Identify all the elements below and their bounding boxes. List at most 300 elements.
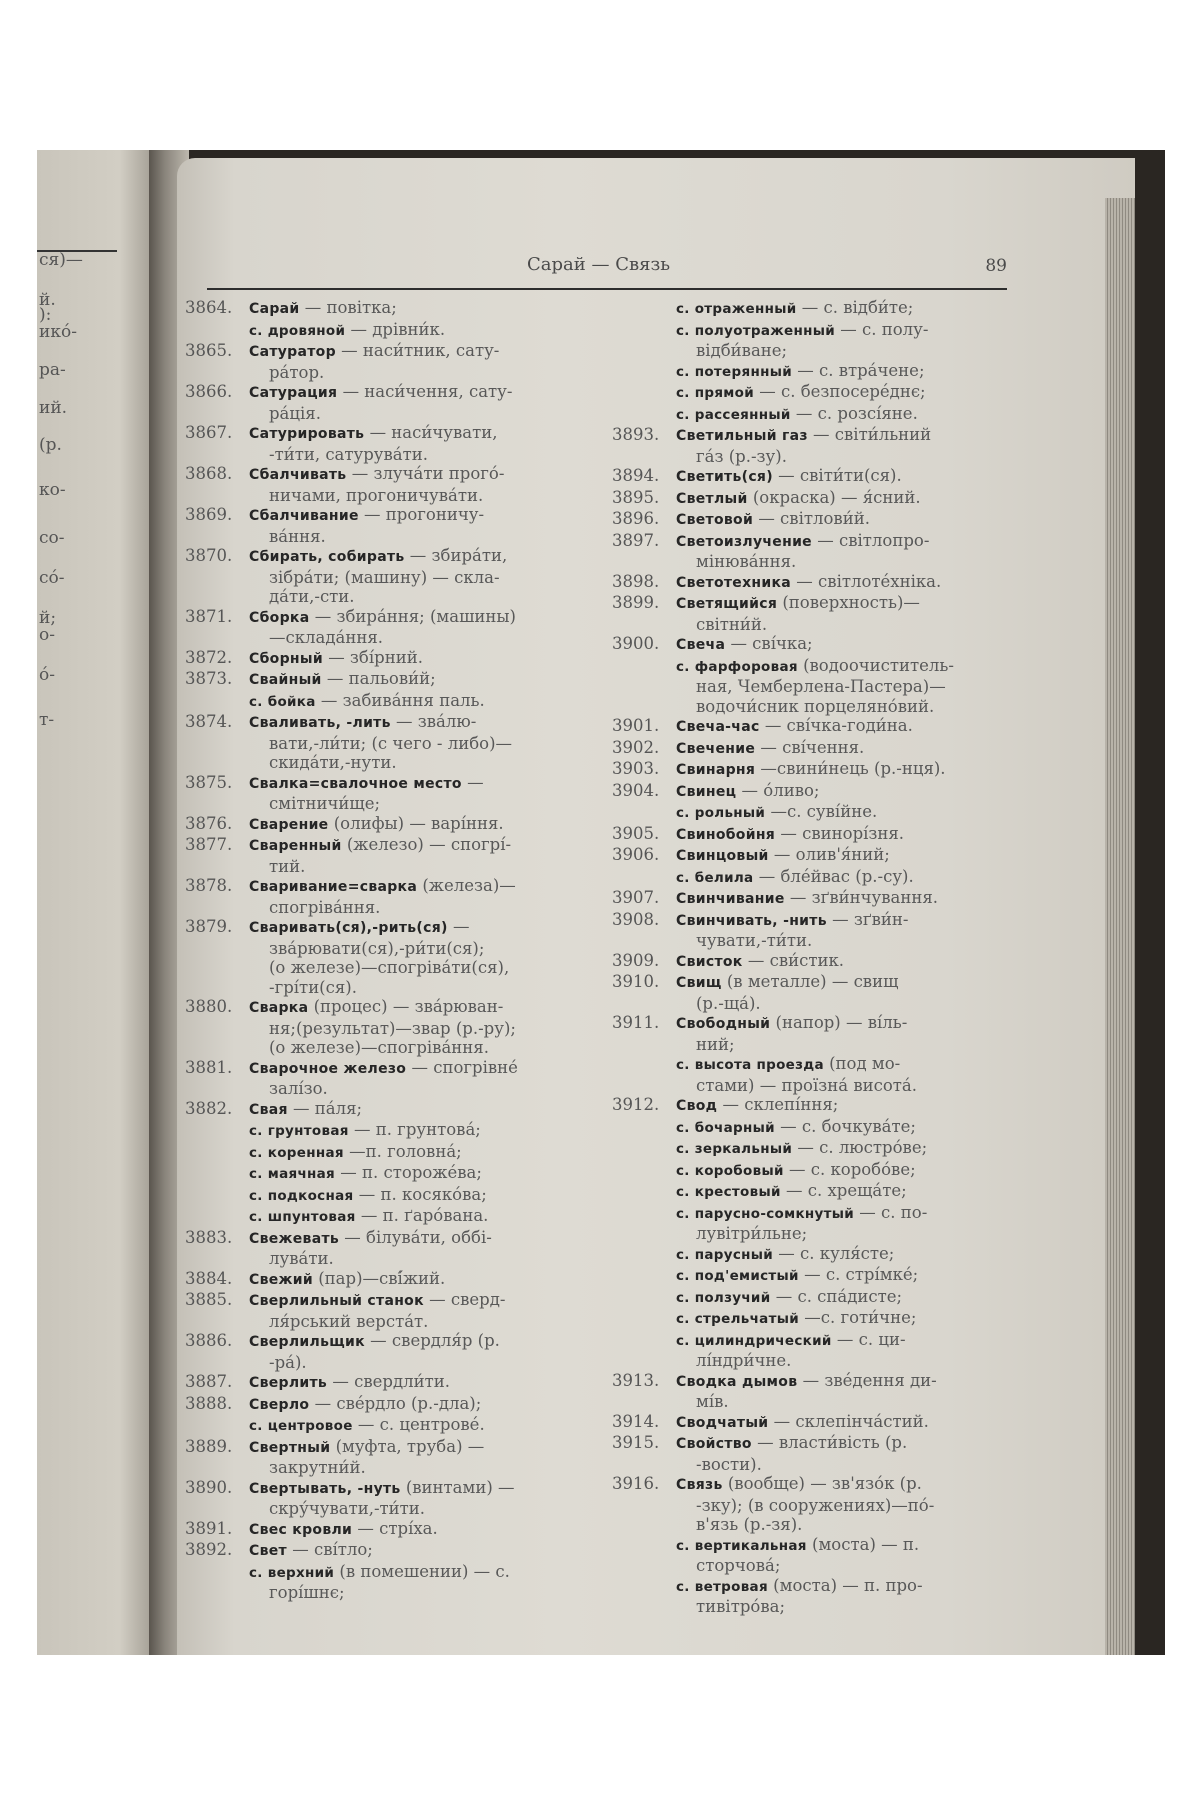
entry-continuation xyxy=(185,486,585,506)
translation: лува́ти. xyxy=(269,1249,334,1268)
entry-number: 3879. xyxy=(185,917,233,936)
translation: (р.-ща́). xyxy=(696,993,761,1013)
translation: (процес) — зва́рюван- xyxy=(313,997,504,1016)
headword: с. цилиндрический xyxy=(676,1332,832,1349)
sub-entry xyxy=(612,1181,1012,1203)
entry-continuation xyxy=(185,404,585,424)
sub-entry xyxy=(612,1203,1012,1225)
translation: — зґви́н- xyxy=(832,909,909,929)
translation: (олифы) — варі́ння. xyxy=(333,813,504,833)
translation: — забива́ння паль. xyxy=(320,690,485,710)
headword: Сбалчивание xyxy=(249,508,359,524)
translation: — с. ци- xyxy=(836,1329,906,1349)
translation: — збі́рний. xyxy=(328,647,423,667)
headword: Свертный xyxy=(249,1439,331,1456)
translation: — с. безпосерéднє; xyxy=(759,382,926,401)
translation: в'язь (р.-зя). xyxy=(696,1515,803,1534)
dictionary-entry xyxy=(185,546,585,568)
left-column xyxy=(185,298,585,1603)
translation: — xyxy=(467,772,484,792)
headword: Свечение xyxy=(676,740,756,757)
entry-continuation xyxy=(612,1455,1012,1475)
entry-number: 3887. xyxy=(185,1372,233,1391)
page-header xyxy=(207,254,1007,282)
dictionary-entry xyxy=(185,1331,585,1353)
translation: — сві́чення. xyxy=(760,737,865,757)
dictionary-entry xyxy=(612,572,1012,594)
headword: Свободный xyxy=(676,1016,771,1032)
headword: Светоизлучение xyxy=(676,533,812,550)
headword: с. отраженный xyxy=(676,301,797,317)
sub-entry xyxy=(185,1206,585,1228)
headword: Сверлильщик xyxy=(249,1334,365,1350)
entry-number: 3916. xyxy=(612,1474,660,1493)
headword: Свинец xyxy=(676,783,737,800)
entry-continuation xyxy=(185,734,585,754)
entry-number: 3864. xyxy=(185,298,233,317)
entry-number: 3865. xyxy=(185,341,233,360)
translation: — свинорі́зня. xyxy=(780,823,905,843)
entry-continuation xyxy=(612,615,1012,635)
translation: — світи́ти(ся). xyxy=(778,466,902,485)
entry-number: 3909. xyxy=(612,950,660,970)
headword: Свинарня xyxy=(676,762,756,778)
headword: Свинобойня xyxy=(676,826,776,843)
sub-entry xyxy=(612,361,1012,383)
translation: — зва́лю- xyxy=(396,712,477,731)
sub-entry xyxy=(185,1163,585,1185)
headword: Сваренный xyxy=(249,838,342,854)
previous-page-fragment: ко- xyxy=(39,480,66,500)
dictionary-entry xyxy=(185,1269,585,1291)
headword: Сатурация xyxy=(249,385,338,401)
translation: — с. люстро́ве; xyxy=(797,1138,928,1157)
translation: — стрі́ха. xyxy=(357,1518,438,1538)
dictionary-entry xyxy=(612,888,1012,910)
entry-number: 3912. xyxy=(612,1095,660,1114)
translation: — світлови́й. xyxy=(758,509,870,528)
translation: ничами, прогоничува́ти. xyxy=(269,485,484,505)
previous-page-fragment: й. xyxy=(39,290,56,310)
translation: лі́ндри́чне. xyxy=(696,1351,792,1370)
translation: — зґви́нчування. xyxy=(789,888,939,907)
headword: с. подкосная xyxy=(249,1187,354,1204)
previous-page-fragment: т- xyxy=(39,710,55,730)
translation: да́ти,-сти. xyxy=(269,587,355,606)
headword: Сваривание=сварка xyxy=(249,879,418,895)
translation: — с. спа́дисте; xyxy=(775,1286,903,1306)
translation: (железа)— xyxy=(422,876,516,895)
translation: мі́в. xyxy=(696,1392,729,1411)
sub-entry xyxy=(612,1244,1012,1266)
dictionary-page xyxy=(177,158,1135,1655)
translation: мінюва́ння. xyxy=(696,552,797,571)
headword: с. белила xyxy=(676,869,754,886)
translation: — збира́ти, xyxy=(409,546,508,565)
translation: -ра́). xyxy=(269,1352,307,1372)
headword: с. рассеянный xyxy=(676,406,791,423)
sub-entry xyxy=(612,320,1012,342)
translation: (моста) — п. про- xyxy=(773,1575,923,1595)
dictionary-entry xyxy=(612,759,1012,781)
translation: скру́чувати,-ти́ти. xyxy=(269,1499,426,1518)
entry-continuation xyxy=(185,978,585,998)
dictionary-entry xyxy=(185,1437,585,1459)
translation: — свéрдло (р.-дла); xyxy=(314,1393,482,1413)
translation: (муфта, труба) — xyxy=(335,1436,485,1456)
entry-number: 3906. xyxy=(612,845,660,864)
dictionary-entry xyxy=(185,835,585,857)
page-number: 89 xyxy=(985,256,1007,276)
dictionary-entry xyxy=(612,781,1012,803)
entry-continuation xyxy=(185,1312,585,1332)
headword: Сварочное железо xyxy=(249,1060,407,1077)
dictionary-entry xyxy=(185,669,585,691)
headword: Сваливать, -лить xyxy=(249,715,391,731)
headword: с. верхний xyxy=(249,1564,335,1581)
headword: с. дровяной xyxy=(249,322,346,339)
translation: — повітка; xyxy=(304,298,397,317)
dictionary-entry xyxy=(185,1228,585,1250)
entry-continuation xyxy=(185,587,585,607)
dictionary-entry xyxy=(185,712,585,734)
entry-number: 3875. xyxy=(185,772,233,792)
sub-entry xyxy=(612,1160,1012,1182)
translation: горі́шнє; xyxy=(269,1583,345,1602)
dictionary-entry xyxy=(185,1394,585,1416)
headword: Свеча-час xyxy=(676,719,760,735)
previous-page-fragment: икó- xyxy=(39,322,77,342)
dictionary-entry xyxy=(612,910,1012,932)
headword: с. маячная xyxy=(249,1166,336,1182)
entry-number: 3903. xyxy=(612,759,660,778)
headword: с. высота проезда xyxy=(676,1057,824,1073)
entry-continuation xyxy=(612,552,1012,572)
dictionary-entry xyxy=(612,1013,1012,1035)
dictionary-entry xyxy=(185,876,585,898)
translation: — наси́чення, сату- xyxy=(342,382,513,401)
translation: — с. по- xyxy=(859,1202,928,1222)
translation: -ти́ти, сатурува́ти. xyxy=(269,444,428,464)
translation: — наси́тник, сату- xyxy=(341,341,500,360)
translation: зва́рювати(ся),-ри́ти(ся); xyxy=(269,938,485,958)
entry-continuation xyxy=(185,1249,585,1269)
sub-entry xyxy=(612,404,1012,426)
dictionary-entry xyxy=(185,464,585,486)
translation: — олив'я́ний; xyxy=(773,845,890,864)
translation: вати,-ли́ти; (с чего - либо)— xyxy=(269,733,513,753)
translation: — с. полу- xyxy=(840,319,929,339)
entry-number: 3872. xyxy=(185,647,233,667)
headword: Свинчивание xyxy=(676,891,785,907)
dictionary-entry xyxy=(185,1058,585,1080)
entry-continuation xyxy=(185,628,585,648)
previous-page-fragment: có- xyxy=(39,568,65,588)
headword: Свеча xyxy=(676,637,726,653)
entry-number: 3902. xyxy=(612,737,660,757)
sub-entry xyxy=(612,382,1012,404)
dictionary-entry xyxy=(185,1372,585,1394)
translation: (напор) — ві́ль- xyxy=(775,1013,908,1032)
dictionary-entry xyxy=(185,773,585,795)
translation: — с. стрі́мке́; xyxy=(804,1265,919,1284)
dictionary-entry xyxy=(185,423,585,445)
entry-continuation xyxy=(612,697,1012,717)
dictionary-entry xyxy=(185,1540,585,1562)
headword: Свежевать xyxy=(249,1230,340,1247)
translation: (водоочиститель- xyxy=(803,655,954,675)
entry-number: 3882. xyxy=(185,1098,233,1118)
dictionary-entry xyxy=(612,738,1012,760)
translation: залі́зо. xyxy=(269,1079,328,1098)
entry-continuation xyxy=(612,1351,1012,1371)
dictionary-entry xyxy=(612,593,1012,615)
headword: Сборка xyxy=(249,609,310,626)
entry-continuation xyxy=(185,363,585,383)
entry-number: 3890. xyxy=(185,1477,233,1497)
translation: — па́ля; xyxy=(293,1098,363,1118)
headword: Сбирать, собирать xyxy=(249,549,405,565)
headword: Сваривать(ся),-рить(ся) xyxy=(249,920,448,936)
translation: — сверд- xyxy=(429,1290,506,1309)
dictionary-entry xyxy=(612,1371,1012,1393)
headword: Сварение xyxy=(249,816,329,833)
translation: (винтами) — xyxy=(405,1477,515,1497)
translation: — п. косякóва; xyxy=(358,1184,487,1204)
headword: с. полуотраженный xyxy=(676,322,836,339)
translation: — пальови́й; xyxy=(326,669,436,688)
entry-number: 3884. xyxy=(185,1268,233,1288)
previous-page-fragment: (р. xyxy=(39,435,62,455)
translation: спогріва́ння. xyxy=(269,897,381,917)
headword: Сводчатый xyxy=(676,1414,769,1431)
headword: с. центровое xyxy=(249,1418,353,1434)
translation: (моста) — п. xyxy=(812,1534,920,1554)
entry-number: 3866. xyxy=(185,382,233,401)
entry-number: 3878. xyxy=(185,876,233,895)
entry-continuation xyxy=(612,1076,1012,1096)
headword: Свая xyxy=(249,1101,288,1118)
translation: —свини́нець (р.-нця). xyxy=(760,759,946,778)
translation: — п. ґарóвана. xyxy=(360,1206,489,1225)
entry-number: 3899. xyxy=(612,593,660,612)
page-stack-edge xyxy=(1105,198,1135,1655)
translation: стами) — проїзна́ висота́. xyxy=(696,1075,917,1095)
headword: с. зеркальный xyxy=(676,1141,793,1157)
entry-continuation xyxy=(612,994,1012,1014)
headword: Свет xyxy=(249,1543,287,1559)
dictionary-entry xyxy=(185,1099,585,1121)
dictionary-entry xyxy=(612,509,1012,531)
headword: Сборный xyxy=(249,650,323,667)
headword: с. рольный xyxy=(676,805,766,821)
dictionary-entry xyxy=(185,917,585,939)
entry-continuation xyxy=(185,568,585,588)
headword: с. потерянный xyxy=(676,363,792,380)
headword: Свинцовый xyxy=(676,848,769,864)
entry-continuation xyxy=(185,445,585,465)
previous-page-fragment: ра- xyxy=(39,360,66,380)
dictionary-entry xyxy=(185,382,585,404)
translation: закрутни́й. xyxy=(269,1458,366,1477)
headword: Свисток xyxy=(676,953,743,970)
entry-number: 3907. xyxy=(612,888,660,907)
translation: — с. куля́сте; xyxy=(778,1243,895,1263)
dictionary-entry xyxy=(612,466,1012,488)
headword: Светлый xyxy=(676,490,748,507)
translation: (в помешении) — с. xyxy=(339,1561,510,1581)
translation: — склепінча́стий. xyxy=(773,1411,929,1431)
translation: — xyxy=(452,917,470,936)
dictionary-entry xyxy=(612,972,1012,994)
header-rule xyxy=(207,288,1007,290)
previous-page-fragment: о- xyxy=(39,625,55,645)
entry-number: 3901. xyxy=(612,716,660,735)
headword: с. коробовый xyxy=(676,1162,784,1179)
entry-continuation xyxy=(612,1515,1012,1535)
dictionary-entry xyxy=(185,607,585,629)
translation: га́з (р.-зу). xyxy=(696,446,787,466)
headword: с. фарфоровая xyxy=(676,658,798,675)
headword: Светотехника xyxy=(676,574,792,591)
translation: — власти́вість (р. xyxy=(757,1433,908,1452)
headword: Сводка дымов xyxy=(676,1373,798,1390)
entry-number: 3898. xyxy=(612,571,660,591)
entry-continuation xyxy=(185,753,585,773)
dictionary-entry xyxy=(185,505,585,527)
translation: зібра́ти; (машину) — скла- xyxy=(269,567,500,587)
headword: Сарай xyxy=(249,301,300,317)
translation: — с. коробо́ве; xyxy=(788,1159,916,1179)
sub-entry xyxy=(612,1054,1012,1076)
entry-continuation xyxy=(612,1392,1012,1412)
sub-entry xyxy=(185,1142,585,1164)
headword: с. стрельчатый xyxy=(676,1311,799,1327)
entry-number: 3881. xyxy=(185,1057,233,1077)
translation: ля́рський верста́т. xyxy=(269,1311,429,1331)
translation: — с. бочкува́те; xyxy=(780,1116,916,1136)
dictionary-entry xyxy=(185,648,585,670)
headword: с. грунтовая xyxy=(249,1123,349,1139)
headword: с. прямой xyxy=(676,385,754,401)
translation: —п. головна́; xyxy=(349,1141,462,1161)
sub-entry xyxy=(612,1138,1012,1160)
entry-continuation xyxy=(185,1038,585,1058)
translation: — сві́чка; xyxy=(730,634,813,653)
entry-continuation xyxy=(185,1353,585,1373)
previous-page-fragment: ó- xyxy=(39,665,55,685)
translation: — свердля́р (р. xyxy=(370,1331,500,1350)
translation: (о железе)—спогріва́ти(ся), xyxy=(269,958,510,977)
headword: Сатурировать xyxy=(249,426,365,442)
translation: —склада́ння. xyxy=(269,628,384,647)
translation: — свердли́ти. xyxy=(332,1372,450,1391)
headword: с. коренная xyxy=(249,1144,344,1161)
headword: с. парусно-сомкнутый xyxy=(676,1205,855,1222)
translation: — склепі́ння; xyxy=(722,1095,839,1114)
previous-page-edge xyxy=(37,150,155,1655)
headword: Сварка xyxy=(249,1000,309,1016)
translation: (о железе)—спогріва́ння. xyxy=(269,1038,489,1057)
translation: — наси́чувати, xyxy=(369,423,498,442)
headword: Светить(ся) xyxy=(676,469,773,485)
entry-number: 3908. xyxy=(612,909,660,929)
translation: (железо) — спогрі́- xyxy=(346,835,512,854)
translation: — сви́стик. xyxy=(747,950,845,970)
translation: (под мо- xyxy=(829,1054,901,1073)
translation: скида́ти,-нути. xyxy=(269,753,397,772)
dictionary-entry xyxy=(612,716,1012,738)
entry-number: 3914. xyxy=(612,1411,660,1431)
sub-entry xyxy=(612,867,1012,889)
sub-entry xyxy=(612,1308,1012,1330)
dictionary-entry xyxy=(612,634,1012,656)
translation: ня;(результат)—звар (р.-ру); xyxy=(269,1018,516,1038)
entry-continuation xyxy=(185,958,585,978)
translation: —с. готи́чне; xyxy=(804,1308,917,1327)
dictionary-entry xyxy=(612,425,1012,447)
entry-number: 3892. xyxy=(185,1540,233,1559)
entry-number: 3913. xyxy=(612,1370,660,1390)
entry-number: 3877. xyxy=(185,835,233,854)
sub-entry xyxy=(612,298,1012,320)
headword: с. вертикальная xyxy=(676,1537,807,1554)
sub-entry xyxy=(612,1330,1012,1352)
dictionary-entry xyxy=(612,824,1012,846)
entry-number: 3911. xyxy=(612,1013,660,1032)
entry-continuation xyxy=(612,1556,1012,1576)
previous-page-fragment: ): xyxy=(39,305,52,325)
dictionary-entry xyxy=(612,1474,1012,1496)
headword: с. бочарный xyxy=(676,1119,775,1136)
translation: — світлотéхніка. xyxy=(796,571,942,591)
running-head: Сарай — Связь xyxy=(527,254,671,275)
translation: — прогоничу- xyxy=(364,505,485,524)
dictionary-entry xyxy=(612,1412,1012,1434)
previous-page-fragment: й; xyxy=(39,608,57,628)
headword: Связь xyxy=(676,1477,723,1493)
entry-continuation xyxy=(185,1458,585,1478)
headword: Свод xyxy=(676,1098,718,1114)
previous-page-fragment: ся)— xyxy=(39,250,83,270)
translation: — п. сторожéва; xyxy=(340,1163,482,1182)
dictionary-entry xyxy=(612,1433,1012,1455)
entry-number: 3876. xyxy=(185,813,233,833)
translation: — сві́чка-годи́на. xyxy=(764,716,913,735)
headword: Свищ xyxy=(676,975,722,991)
headword: Свежий xyxy=(249,1271,313,1288)
entry-number: 3915. xyxy=(612,1433,660,1452)
headword: с. шпунтовая xyxy=(249,1209,356,1225)
dictionary-entry xyxy=(185,341,585,363)
sub-entry xyxy=(612,802,1012,824)
headword: Свес кровли xyxy=(249,1521,353,1538)
sub-entry xyxy=(185,1120,585,1142)
entry-continuation xyxy=(612,1224,1012,1244)
translation: відби́ване; xyxy=(696,341,788,360)
entry-number: 3874. xyxy=(185,712,233,731)
sub-entry xyxy=(612,1117,1012,1139)
entry-number: 3895. xyxy=(612,487,660,507)
translation: — с. центровé. xyxy=(357,1415,485,1434)
sub-entry xyxy=(185,1415,585,1437)
headword: Световой xyxy=(676,512,754,528)
translation: — с. відби́те; xyxy=(801,298,914,317)
sub-entry xyxy=(612,1576,1012,1598)
dictionary-entry xyxy=(612,488,1012,510)
entry-number: 3885. xyxy=(185,1290,233,1309)
book-photo xyxy=(37,150,1165,1655)
